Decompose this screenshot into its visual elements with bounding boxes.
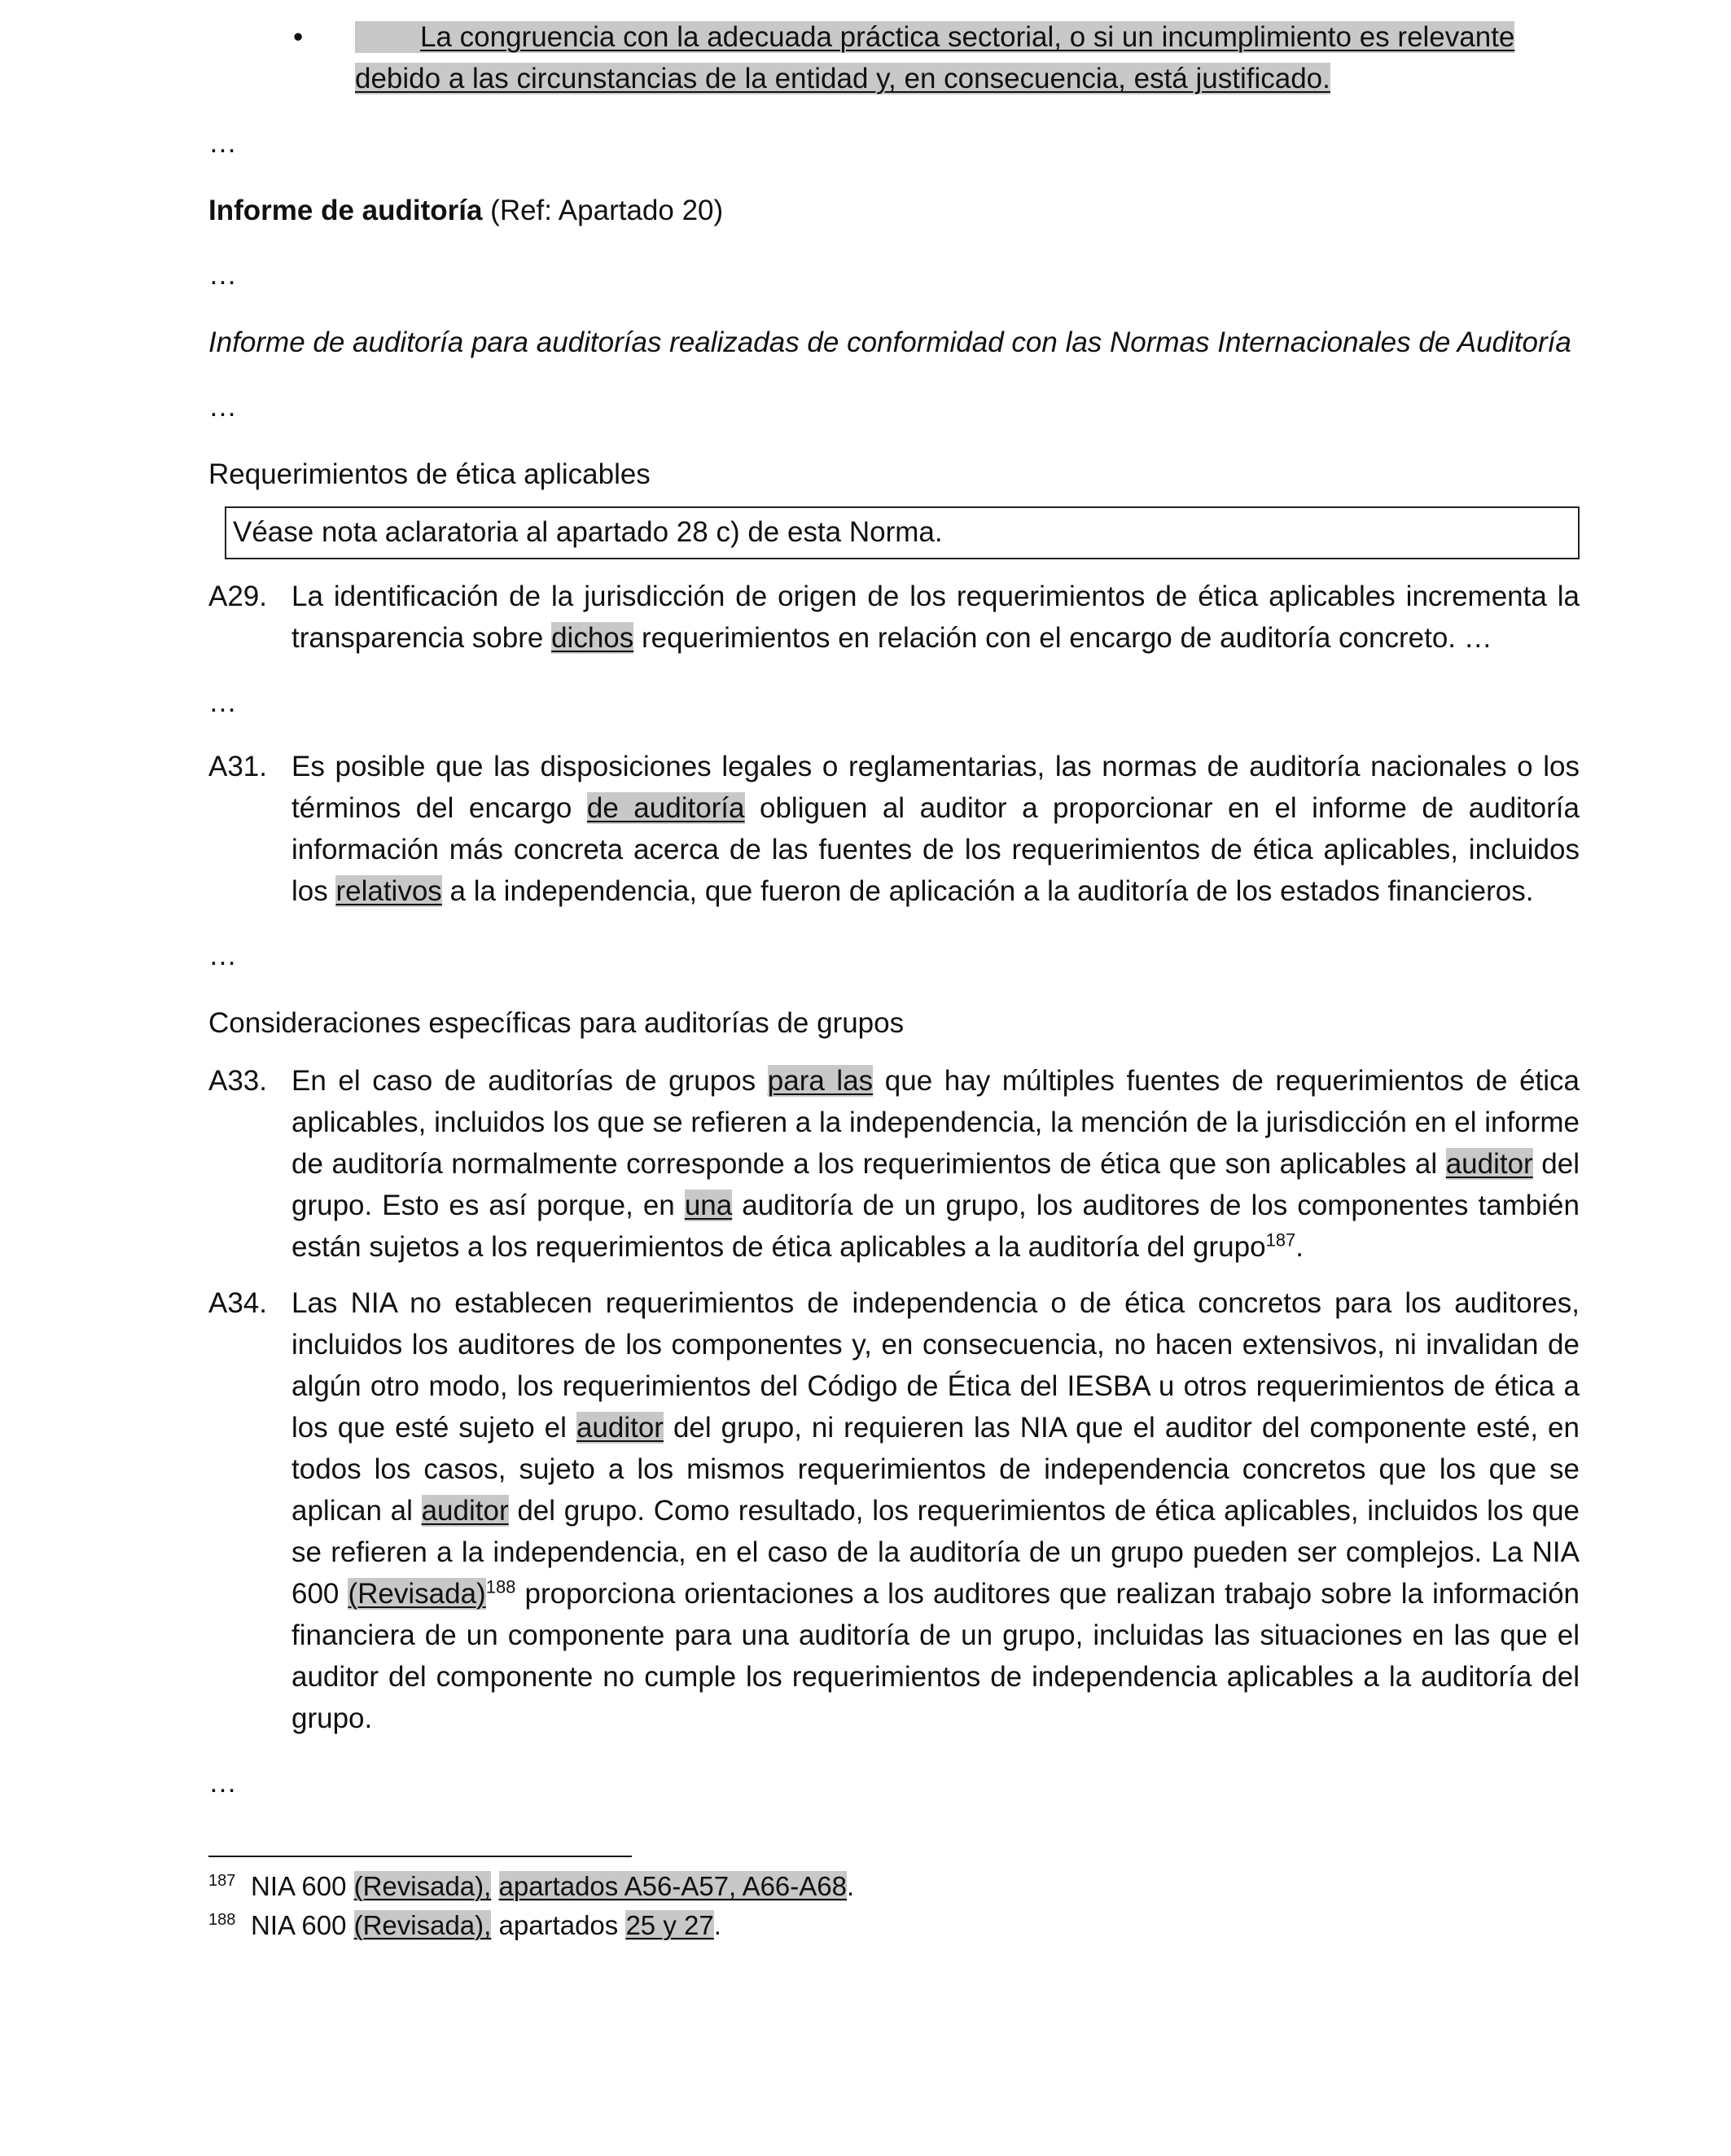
bullet-text-line2: debido a las circunstancias de la entidad y, en consecuencia, está justificado. bbox=[355, 63, 1330, 94]
bullet-item bbox=[208, 16, 1580, 99]
highlighted-text: (Revisada), bbox=[353, 1871, 492, 1901]
highlighted-text: auditor bbox=[421, 1495, 509, 1527]
highlighted-text: una bbox=[684, 1190, 733, 1221]
footnote-187: $^{187}$ NIA 600 (Revisada), apartados A56-A57, A66-A68. bbox=[208, 1871, 855, 1901]
highlighted-text: auditor bbox=[576, 1412, 664, 1444]
ellipsis: … bbox=[208, 686, 237, 718]
group-heading: Consideraciones específicas para auditorías de grupos bbox=[208, 1007, 905, 1039]
highlighted-text: auditor bbox=[1445, 1148, 1533, 1180]
paragraph-label: A31. bbox=[208, 751, 267, 782]
paragraph-label: A34. bbox=[208, 1287, 267, 1319]
isa-report-heading: Informe de auditoría para auditorías realizadas de conformidad con las Normas Internacionales de Auditoría bbox=[208, 326, 1571, 358]
ellipsis: … bbox=[208, 259, 237, 291]
footnote-ref[interactable]: 187 bbox=[1265, 1229, 1296, 1251]
ellipsis: … bbox=[208, 1767, 237, 1799]
highlighted-text: apartados A56-A57, A66-A68 bbox=[498, 1871, 847, 1901]
bullet-symbol: • bbox=[293, 21, 304, 53]
ellipsis: … bbox=[208, 391, 237, 423]
paragraph-a33: A33. En el caso de auditorías de grupos para las que hay múltiples fuentes de requerimientos de ética aplicables, incluidos los que se refieren a la independencia, la mención de la jurisdicción en el informe de auditoría normalmente corresponde a los requerimientos de ética que son aplicables al auditor del grupo. Esto es así porque, en una auditoría de un grupo, los auditores de los componentes también están sujetos a los requerimientos de ética aplicables a la auditoría del grupo$^{187}$. bbox=[208, 1060, 1580, 1268]
highlighted-text: relativos bbox=[335, 875, 442, 907]
highlighted-text: para las bbox=[767, 1065, 874, 1097]
audit-report-heading-ref: (Ref: Apartado 20) bbox=[482, 195, 724, 226]
paragraph-a29: A29. La identificación de la jurisdicción de origen de los requerimientos de ética aplicables incrementa la transparencia sobre dichos requerimientos en relación con el encargo de auditoría concreto. … bbox=[208, 576, 1580, 659]
highlighted-text: (Revisada) bbox=[348, 1578, 486, 1610]
ethics-note-box: Véase nota aclaratoria al apartado 28 c) de esta Norma. bbox=[225, 506, 1580, 559]
footnote-ref[interactable]: 188 bbox=[485, 1576, 516, 1597]
paragraph-a34: A34. Las NIA no establecen requerimientos de independencia o de ética concretos para los auditores, incluidos los auditores de los componentes y, en consecuencia, no hacen extensivos, ni invalidan de algún otro modo, los requerimientos del Código de Ética del IESBA u otros requerimientos de ética a los que esté sujeto el auditor del grupo, ni requieren las NIA que el auditor del componente esté, en todos los casos, sujeto a los mismos requerimientos de independencia concretos que los que se aplican al auditor del grupo. Como resultado, los requerimientos de ética aplicables, incluidos los que se refieren a la independencia, en el caso de la auditoría de un grupo pueden ser complejos. La NIA 600 (Revisada)$^{188}$ proporciona orientaciones a los auditores que realizan trabajo sobre la información financiera de un componente para una auditoría de un grupo, incluidas las situaciones en las que el auditor del componente no cumple los requerimientos de independencia aplicables a la auditoría del grupo. bbox=[208, 1282, 1580, 1739]
document-page bbox=[208, 16, 1580, 1943]
ethics-heading: Requerimientos de ética aplicables bbox=[208, 458, 651, 490]
bullet-text-line1: La congruencia con la adecuada práctica sectorial, o si un incumplimiento es relevante bbox=[355, 21, 1514, 53]
paragraph-a31: A31. Es posible que las disposiciones legales o reglamentarias, las normas de auditoría nacionales o los términos del encargo de auditoría obliguen al auditor a proporcionar en el informe de auditoría información más concreta acerca de las fuentes de los requerimientos de ética aplicables, incluidos los relativos a la independencia, que fueron de aplicación a la auditoría de los estados financieros. bbox=[208, 746, 1580, 912]
highlighted-text: (Revisada), bbox=[353, 1910, 492, 1940]
ellipsis: … bbox=[208, 127, 237, 159]
audit-report-heading bbox=[208, 190, 1580, 231]
footnote-188: $^{188}$ NIA 600 (Revisada), apartados 25 y 27. bbox=[208, 1910, 721, 1940]
ellipsis: … bbox=[208, 940, 237, 971]
footnote-separator bbox=[208, 1856, 632, 1857]
paragraph-label: A33. bbox=[208, 1065, 267, 1097]
highlighted-text: 25 y 27 bbox=[625, 1910, 714, 1940]
paragraph-label: A29. bbox=[208, 581, 267, 612]
highlighted-text: de auditoría bbox=[586, 792, 745, 824]
highlighted-text: dichos bbox=[551, 622, 634, 654]
audit-report-heading-bold: Informe de auditoría bbox=[208, 195, 483, 226]
